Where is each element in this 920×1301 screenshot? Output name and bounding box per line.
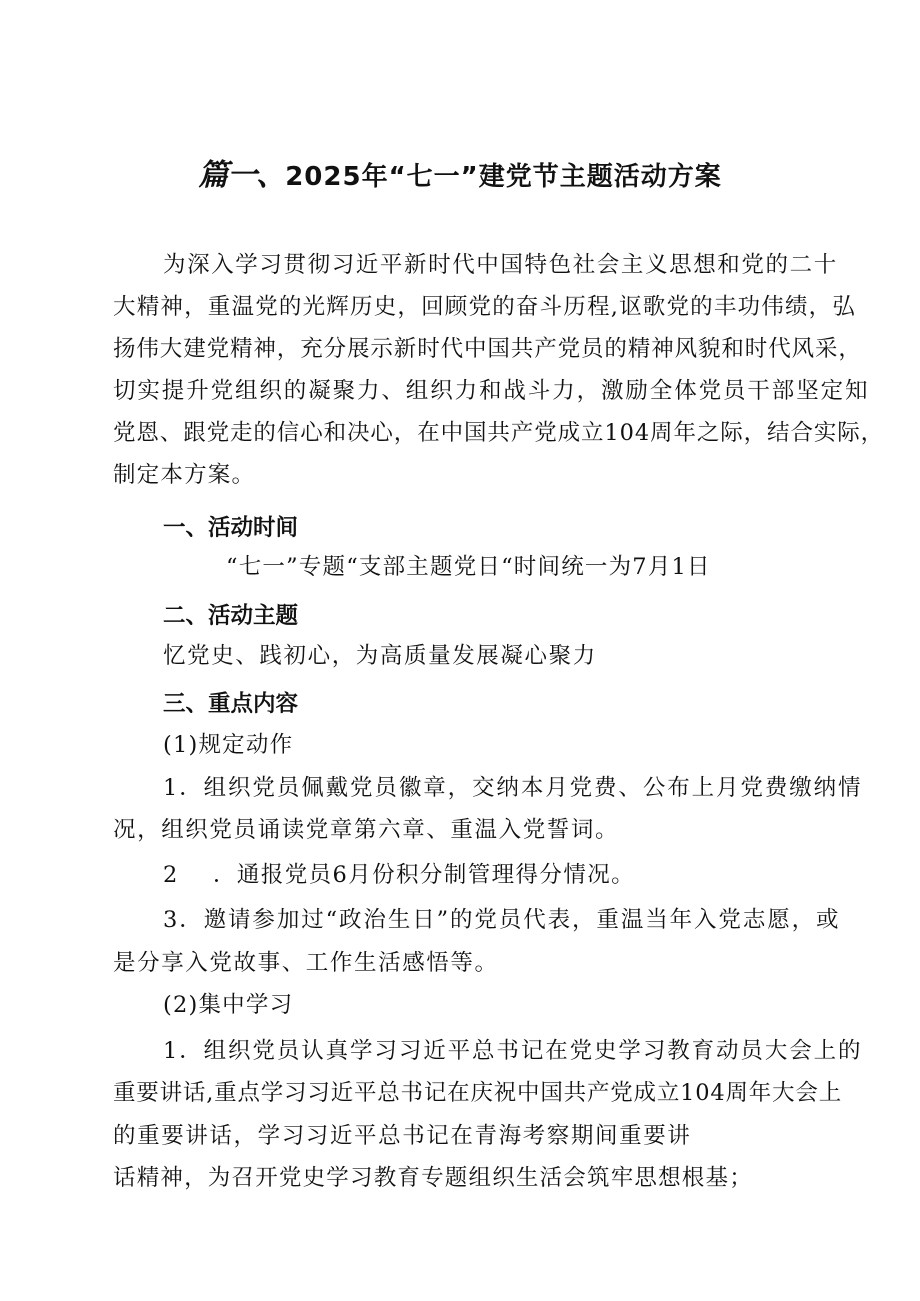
section-heading-content: 三、重点内容 [163, 691, 299, 717]
section-text-theme: 忆党史、践初心，为高质量发展凝心聚力 [163, 643, 597, 669]
item-2-text: ．通报党员6月份积分制管理得分情况。 [213, 862, 636, 888]
study-item-1-line-3: 的重要讲话，学习习近平总书记在青海考察期间重要讲 [113, 1123, 692, 1149]
intro-line-3: 扬伟大建党精神，充分展示新时代中国共产党员的精神风貌和时代风采， [113, 336, 862, 362]
item-2-number: 2 [163, 862, 178, 888]
title-lead: 篇一、 [198, 158, 286, 193]
document-title [0, 150, 920, 194]
study-item-1-line-4: 话精神，为召开党史学习教育专题组织生活会筑牢思想根基； [113, 1165, 753, 1191]
intro-line-4: 切实提升党组织的凝聚力、组织力和战斗力，激励全体党员干部坚定知 [113, 378, 870, 404]
study-item-1-line-1: 1．组织党员认真学习习近平总书记在党史学习教育动员大会上的 [163, 1038, 863, 1064]
item-1-line-2: 况，组织党员诵读党章第六章、重温入党誓词。 [113, 817, 620, 843]
item-3-line-1: 3．邀请参加过“政治生日”的党员代表，重温当年入党志愿，或 [163, 907, 841, 933]
section-heading-time: 一、活动时间 [163, 515, 299, 541]
study-item-1-line-2: 重要讲话,重点学习习近平总书记在庆祝中国共产党成立104周年大会上 [113, 1080, 842, 1106]
intro-line-5: 党恩、跟党走的信心和决心，在中国共产党成立104周年之际，结合实际， [113, 420, 885, 446]
intro-line-1: 为深入学习贯彻习近平新时代中国特色社会主义思想和党的二十 [163, 252, 838, 278]
section-text-time: “七一”专题“支部主题党日“时间统一为7月1日 [226, 554, 711, 580]
item-1-line-1: 1．组织党员佩戴党员徽章，交纳本月党费、公布上月党费缴纳情 [163, 775, 863, 801]
intro-line-6: 制定本方案。 [113, 462, 256, 488]
subsection-title-actions: (1)规定动作 [163, 732, 294, 758]
section-heading-theme: 二、活动主题 [163, 603, 299, 629]
item-3-line-2: 是分享入党故事、工作生活感悟等。 [113, 950, 499, 976]
subsection-title-study: (2)集中学习 [163, 992, 294, 1018]
title-text: 2025年“七一”建党节主题活动方案 [285, 162, 722, 192]
intro-line-2: 大精神，重温党的光辉历史，回顾党的奋斗历程,讴歌党的丰功伟绩，弘 [113, 294, 857, 320]
